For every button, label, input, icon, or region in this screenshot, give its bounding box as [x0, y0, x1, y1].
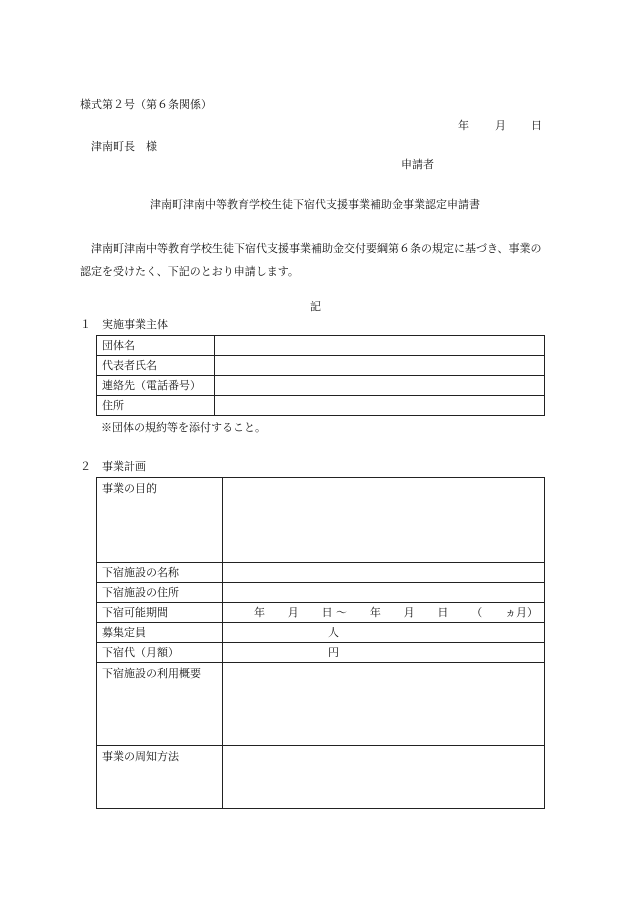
- table-row: [97, 396, 545, 416]
- publicity-label: 事業の周知方法: [97, 746, 223, 809]
- table-row: [97, 336, 545, 356]
- table-row: [97, 563, 545, 583]
- table-row: [97, 746, 545, 809]
- table-row: [97, 603, 545, 623]
- table-row: [97, 663, 545, 746]
- date-month-label: 月: [495, 119, 506, 132]
- capacity-unit: 人: [328, 625, 339, 639]
- representative-field[interactable]: [215, 356, 545, 376]
- contact-field[interactable]: [215, 376, 545, 396]
- representative-label: 代表者氏名: [97, 356, 215, 376]
- table-row: [97, 623, 545, 643]
- period-label: 下宿可能期間: [97, 603, 223, 623]
- period-end-year: 年: [369, 605, 381, 619]
- org-name-label: 団体名: [97, 336, 215, 356]
- fee-field[interactable]: [223, 643, 545, 663]
- table-row: [97, 478, 545, 563]
- section2-heading: ２ 事業計画: [80, 460, 146, 473]
- org-name-field[interactable]: [215, 336, 545, 356]
- table-row: [97, 356, 545, 376]
- contact-label: 連絡先（電話番号）: [97, 376, 215, 396]
- fee-label: 下宿代（月額）: [97, 643, 223, 663]
- applicant-label: 申請者: [401, 158, 434, 171]
- publicity-field[interactable]: [223, 746, 545, 809]
- usage-label: 下宿施設の利用概要: [97, 663, 223, 746]
- address-label: 住所: [97, 396, 215, 416]
- capacity-label: 募集定員: [97, 623, 223, 643]
- section1-heading: １ 実施事業主体: [80, 318, 168, 331]
- fee-unit: 円: [328, 645, 339, 659]
- business-plan-table: [96, 477, 545, 809]
- date-year-label: 年: [458, 119, 469, 132]
- organization-table: [96, 335, 545, 416]
- period-start-day: 日 ～: [321, 605, 348, 619]
- address-field[interactable]: [215, 396, 545, 416]
- body-paragraph: 津南町津南中等教育学校生徒下宿代支援事業補助金交付要綱第６条の規定に基づき、事業の認定を受けたく、下記のとおり申請します。: [80, 242, 542, 278]
- table-row: [97, 583, 545, 603]
- period-start-year: 年: [254, 605, 265, 619]
- period-months: ヵ月）: [504, 605, 538, 619]
- table-row: [97, 376, 545, 396]
- period-paren-open: （: [471, 605, 483, 619]
- facility-address-label: 下宿施設の住所: [97, 583, 223, 603]
- purpose-field[interactable]: [223, 478, 545, 563]
- period-end-month: 月: [403, 605, 415, 619]
- period-field[interactable]: [223, 603, 545, 623]
- section1-note: ※団体の規約等を添付すること。: [101, 421, 266, 434]
- date-day-label: 日: [531, 119, 542, 132]
- purpose-label: 事業の目的: [97, 478, 223, 563]
- ki-label: 記: [310, 300, 321, 313]
- facility-address-field[interactable]: [223, 583, 545, 603]
- form-number: 様式第２号（第６条関係）: [80, 98, 212, 111]
- addressee: 津南町長 様: [91, 140, 157, 153]
- usage-field[interactable]: [223, 663, 545, 746]
- table-row: [97, 643, 545, 663]
- facility-name-field[interactable]: [223, 563, 545, 583]
- document-title: 津南町津南中等教育学校生徒下宿代支援事業補助金事業認定申請書: [150, 198, 480, 211]
- facility-name-label: 下宿施設の名称: [97, 563, 223, 583]
- period-end-day: 日: [437, 605, 449, 619]
- capacity-field[interactable]: [223, 623, 545, 643]
- period-start-month: 月: [287, 605, 299, 619]
